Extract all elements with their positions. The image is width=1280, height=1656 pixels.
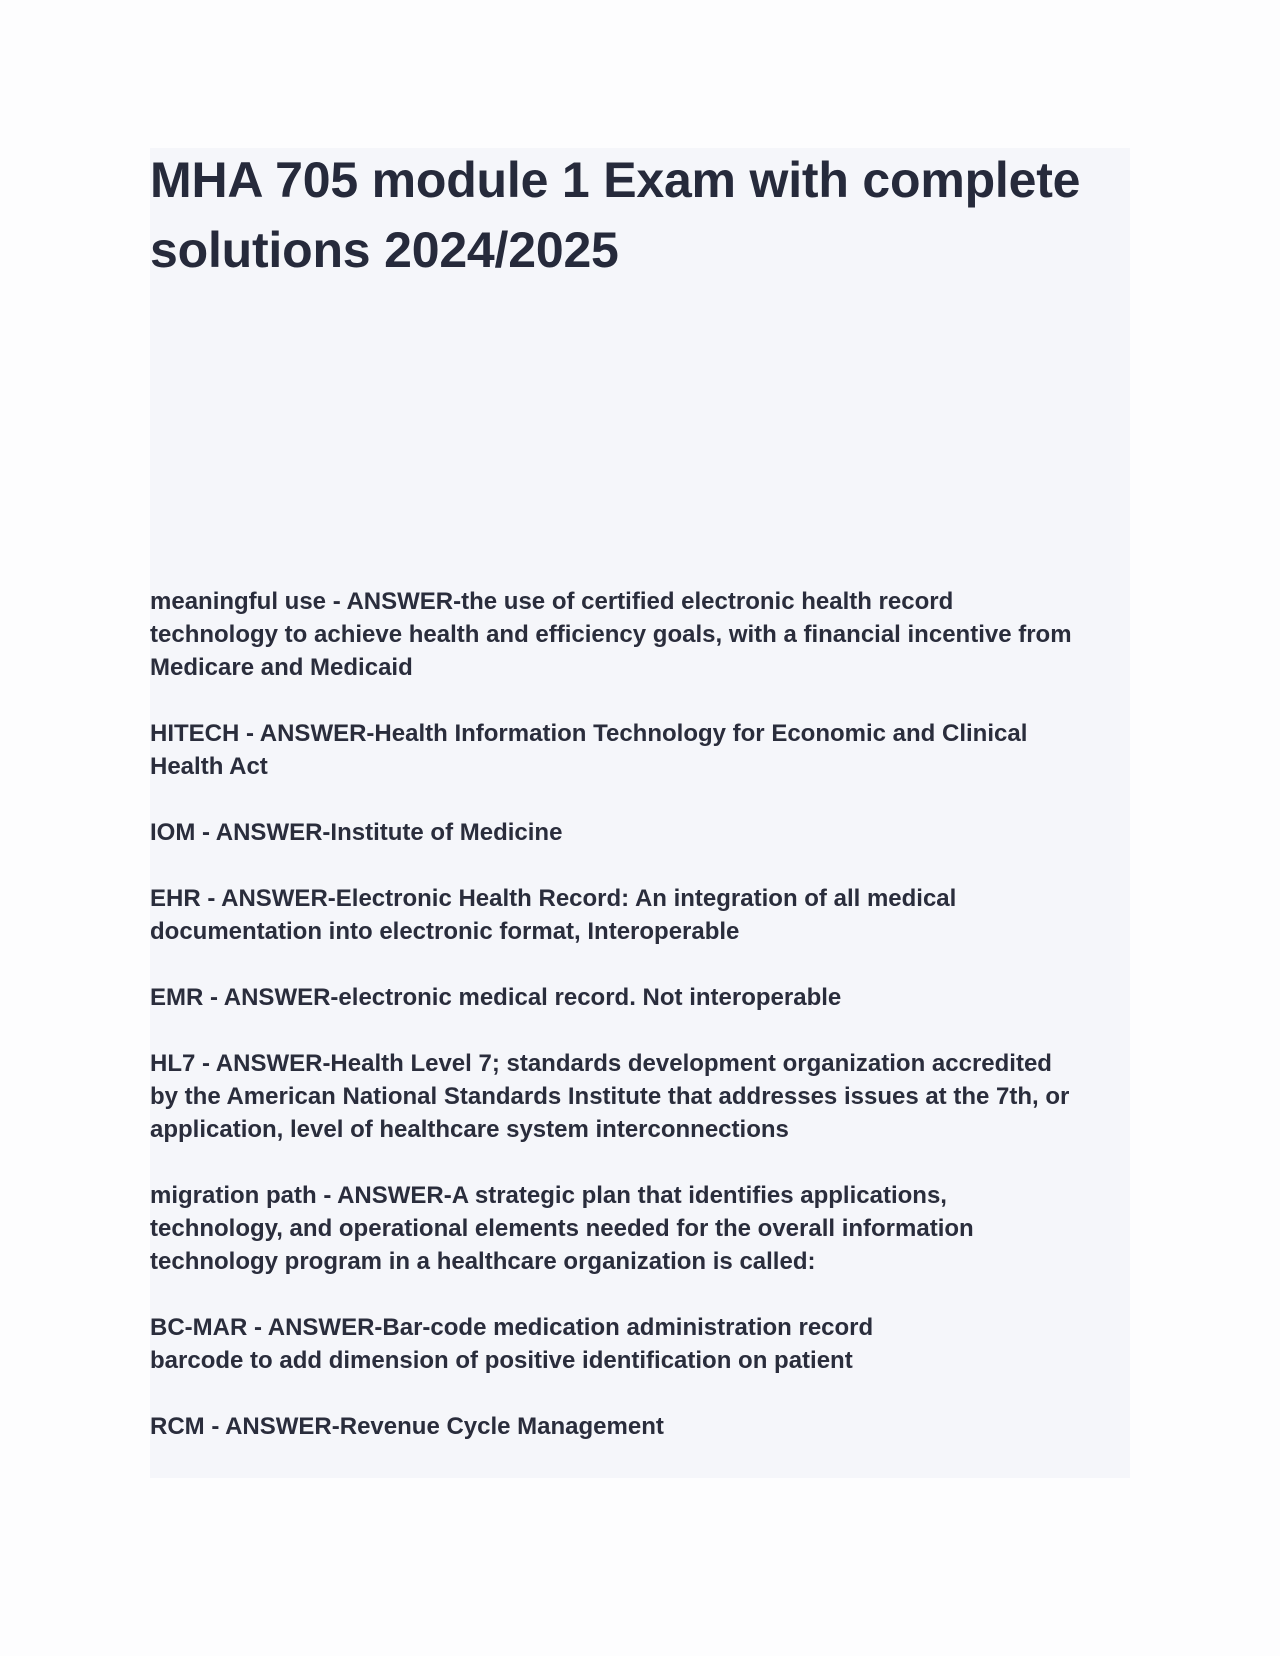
qa-line: EMR - ANSWER-electronic medical record. Not interoperable (150, 984, 842, 1011)
qa-line: migration path - ANSWER-A strategic plan that identifies applications, (150, 1182, 947, 1209)
qa-line: Medicare and Medicaid (150, 654, 413, 681)
qa-line: documentation into electronic format, Interoperable (150, 918, 740, 945)
qa-item-emr (150, 981, 1130, 1014)
qa-line: EHR - ANSWER-Electronic Health Record: An integration of all medical (150, 885, 957, 912)
qa-line: IOM - ANSWER-Institute of Medicine (150, 819, 563, 846)
qa-line: by the American National Standards Institute that addresses issues at the 7th, or (150, 1083, 1070, 1110)
qa-item-iom (150, 816, 1130, 849)
qa-line: Health Act (150, 753, 268, 780)
qa-line: BC-MAR - ANSWER-Bar-code medication administration record (150, 1314, 874, 1341)
qa-item-meaningful-use (150, 585, 1130, 684)
qa-item-hitech (150, 717, 1130, 783)
document-title (150, 145, 1090, 285)
document-title-line-2: solutions 2024/2025 (150, 222, 619, 278)
qa-line: RCM - ANSWER-Revenue Cycle Management (150, 1413, 664, 1440)
qa-line: technology program in a healthcare organization is called: (150, 1248, 816, 1275)
qa-line: barcode to add dimension of positive identification on patient (150, 1347, 853, 1374)
qa-line: meaningful use - ANSWER-the use of certified electronic health record (150, 588, 954, 615)
qa-line: technology, and operational elements needed for the overall information (150, 1215, 974, 1242)
qa-item-migration-path (150, 1179, 1130, 1278)
qa-line: HITECH - ANSWER-Health Information Technology for Economic and Clinical (150, 720, 1028, 747)
qa-line: HL7 - ANSWER-Health Level 7; standards development organization accredited (150, 1050, 1052, 1077)
document-title-line-1: MHA 705 module 1 Exam with complete (150, 152, 1081, 208)
qa-item-hl7 (150, 1047, 1130, 1146)
qa-line: application, level of healthcare system interconnections (150, 1116, 789, 1143)
qa-list (150, 585, 1130, 1476)
qa-item-rcm (150, 1410, 1130, 1443)
qa-line: technology to achieve health and efficiency goals, with a financial incentive from (150, 621, 1072, 648)
qa-item-ehr (150, 882, 1130, 948)
qa-item-bc-mar (150, 1311, 1130, 1377)
